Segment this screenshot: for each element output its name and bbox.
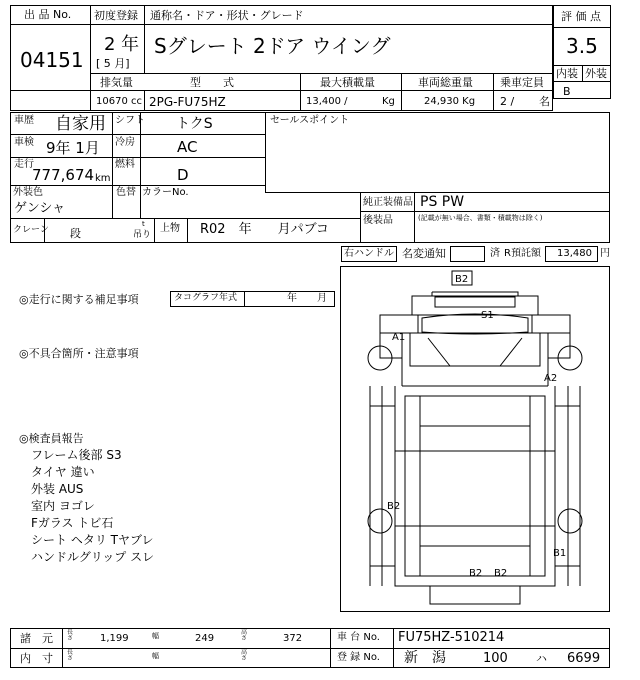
- capacity-label: 乗車定員: [500, 76, 544, 89]
- mark-a2: A2: [544, 373, 558, 384]
- crane-tsuri: 吊り: [133, 230, 152, 240]
- max-load-value: 13,400 /: [306, 96, 348, 107]
- aftermarket-label: 後装品: [363, 215, 393, 226]
- history-label: 車歴: [14, 115, 34, 126]
- history-value: 自家用: [55, 114, 106, 134]
- recycle-label: 済: [490, 248, 500, 259]
- first-reg-month: [ 5 月]: [96, 57, 130, 70]
- right-hand-label: 右ハンドル: [344, 248, 394, 259]
- height-label: 高さ: [241, 629, 248, 642]
- shift-label: シフト: [115, 115, 145, 126]
- mark-b1: B1: [553, 548, 567, 559]
- model-label: 型 式: [190, 76, 234, 89]
- tachograph-value: 年 月: [287, 293, 327, 304]
- mark-s1: S1: [481, 310, 494, 321]
- sales-points-label: セールスポイント: [270, 115, 350, 126]
- ext-color-label: 外装色: [13, 187, 43, 198]
- inspection-value: 9年 1月: [46, 139, 100, 157]
- interior-score: B: [563, 85, 571, 98]
- gross-weight-value: 24,930 Kg: [424, 96, 476, 107]
- model-name: Sグレート 2ドア ウイング: [154, 34, 391, 58]
- shift-value: トクS: [176, 116, 213, 132]
- inspector-item: 室内 ヨゴレ: [31, 499, 95, 513]
- mark-a1: A1: [392, 332, 406, 343]
- fuel-value: D: [177, 166, 189, 184]
- driving-notes-title: ◎走行に関する補足事項: [19, 293, 139, 306]
- inner-width-label: 幅: [152, 652, 159, 660]
- genuine-equipment-value: PS PW: [420, 194, 465, 210]
- inner-height-label: 高さ: [241, 649, 248, 662]
- color-no-label: 色替: [116, 187, 136, 198]
- chassis-value: FU75HZ-510214: [398, 630, 505, 645]
- mileage-label: 走行: [14, 159, 34, 170]
- score-label: 評 価 点: [561, 10, 601, 23]
- fuel-label: 燃料: [115, 159, 135, 170]
- recycle-deposit-value: 13,480: [557, 248, 592, 259]
- inner-label: 内 寸: [20, 652, 53, 665]
- plate-region: 新 潟: [404, 650, 446, 666]
- max-load-label: 最大積載量: [320, 76, 375, 89]
- inner-length-label: 長さ: [67, 649, 74, 662]
- interior-label: 内装: [556, 67, 578, 80]
- plate-label: 登 録 No.: [337, 652, 380, 663]
- length-label: 長さ: [67, 629, 74, 642]
- defects-title: ◎不具合箇所・注意事項: [19, 347, 139, 360]
- inspector-item: Fガラス トビ石: [31, 516, 114, 530]
- upper-value: R02 年 月パブコ: [200, 222, 329, 237]
- plate-kana: ハ: [536, 652, 547, 665]
- chassis-label: 車 台 No.: [337, 632, 380, 643]
- crane-dan: 段: [70, 227, 81, 240]
- mark-b2-rear1: B2: [469, 568, 483, 579]
- mileage-value: 777,674: [32, 166, 95, 184]
- width-label: 幅: [152, 632, 159, 640]
- ac-label: 冷房: [115, 137, 135, 148]
- inspector-item: シート ヘタリ Tヤブレ: [31, 533, 154, 547]
- specs-label: 諸 元: [20, 632, 53, 645]
- inspector-item: 外装 AUS: [31, 482, 84, 496]
- first-reg-label: 初度登録: [94, 9, 138, 22]
- inspector-title: ◎検査員報告: [19, 432, 84, 445]
- mark-b2-left: B2: [387, 501, 401, 512]
- color-no-label-2: カラーNo.: [142, 187, 189, 198]
- crane-label: クレーン: [13, 225, 49, 235]
- inspector-item: ハンドルグリップ スレ: [31, 550, 155, 564]
- inspector-item: タイヤ 違い: [31, 465, 95, 479]
- crane-t-label: t: [142, 220, 145, 228]
- lot-no-label: 出 品 No.: [24, 8, 72, 21]
- inspector-item: フレーム後部 S3: [31, 448, 122, 462]
- max-load-unit: Kg: [382, 96, 395, 107]
- mark-b2-front: B2: [455, 274, 469, 285]
- mark-b2-rear2: B2: [494, 568, 508, 579]
- name-change-box: [450, 246, 485, 262]
- displacement-label: 排気量: [100, 76, 133, 89]
- ac-value: AC: [177, 138, 198, 156]
- plate-class: 100: [483, 651, 508, 666]
- ext-color-value: ゲンシャ: [14, 201, 66, 216]
- score-value: 3.5: [566, 34, 598, 58]
- model-value: 2PG-FU75HZ: [149, 95, 226, 109]
- recycle-deposit-label: R預託額: [504, 248, 541, 259]
- exterior-label: 外装: [585, 67, 607, 80]
- tachograph-label: タコグラフ年式: [174, 293, 238, 303]
- vehicle-diagram: [340, 266, 610, 612]
- aftermarket-note: (記載が無い場合、書類・積載物は除く): [418, 214, 543, 222]
- capacity-unit: 名: [539, 95, 550, 108]
- recycle-unit: 円: [600, 248, 610, 259]
- mileage-unit: km: [95, 173, 111, 184]
- first-reg-year: 2 年: [104, 34, 140, 55]
- plate-number: 6699: [567, 651, 601, 666]
- gross-weight-label: 車両総重量: [418, 76, 473, 89]
- genuine-equipment-label: 純正装備品: [363, 197, 413, 208]
- upper-label: 上物: [160, 223, 180, 234]
- height-value: 372: [283, 633, 303, 644]
- displacement-value: 10670 cc: [96, 96, 142, 107]
- width-value: 249: [195, 633, 215, 644]
- name-change-label: 名変通知: [402, 247, 446, 260]
- capacity-value: 2 /: [500, 95, 515, 108]
- inspection-label: 車検: [14, 137, 34, 148]
- name-label: 通称名・ドア・形状・グレード: [150, 9, 304, 22]
- length-value: 1,199: [100, 633, 129, 644]
- lot-number: 04151: [20, 48, 84, 72]
